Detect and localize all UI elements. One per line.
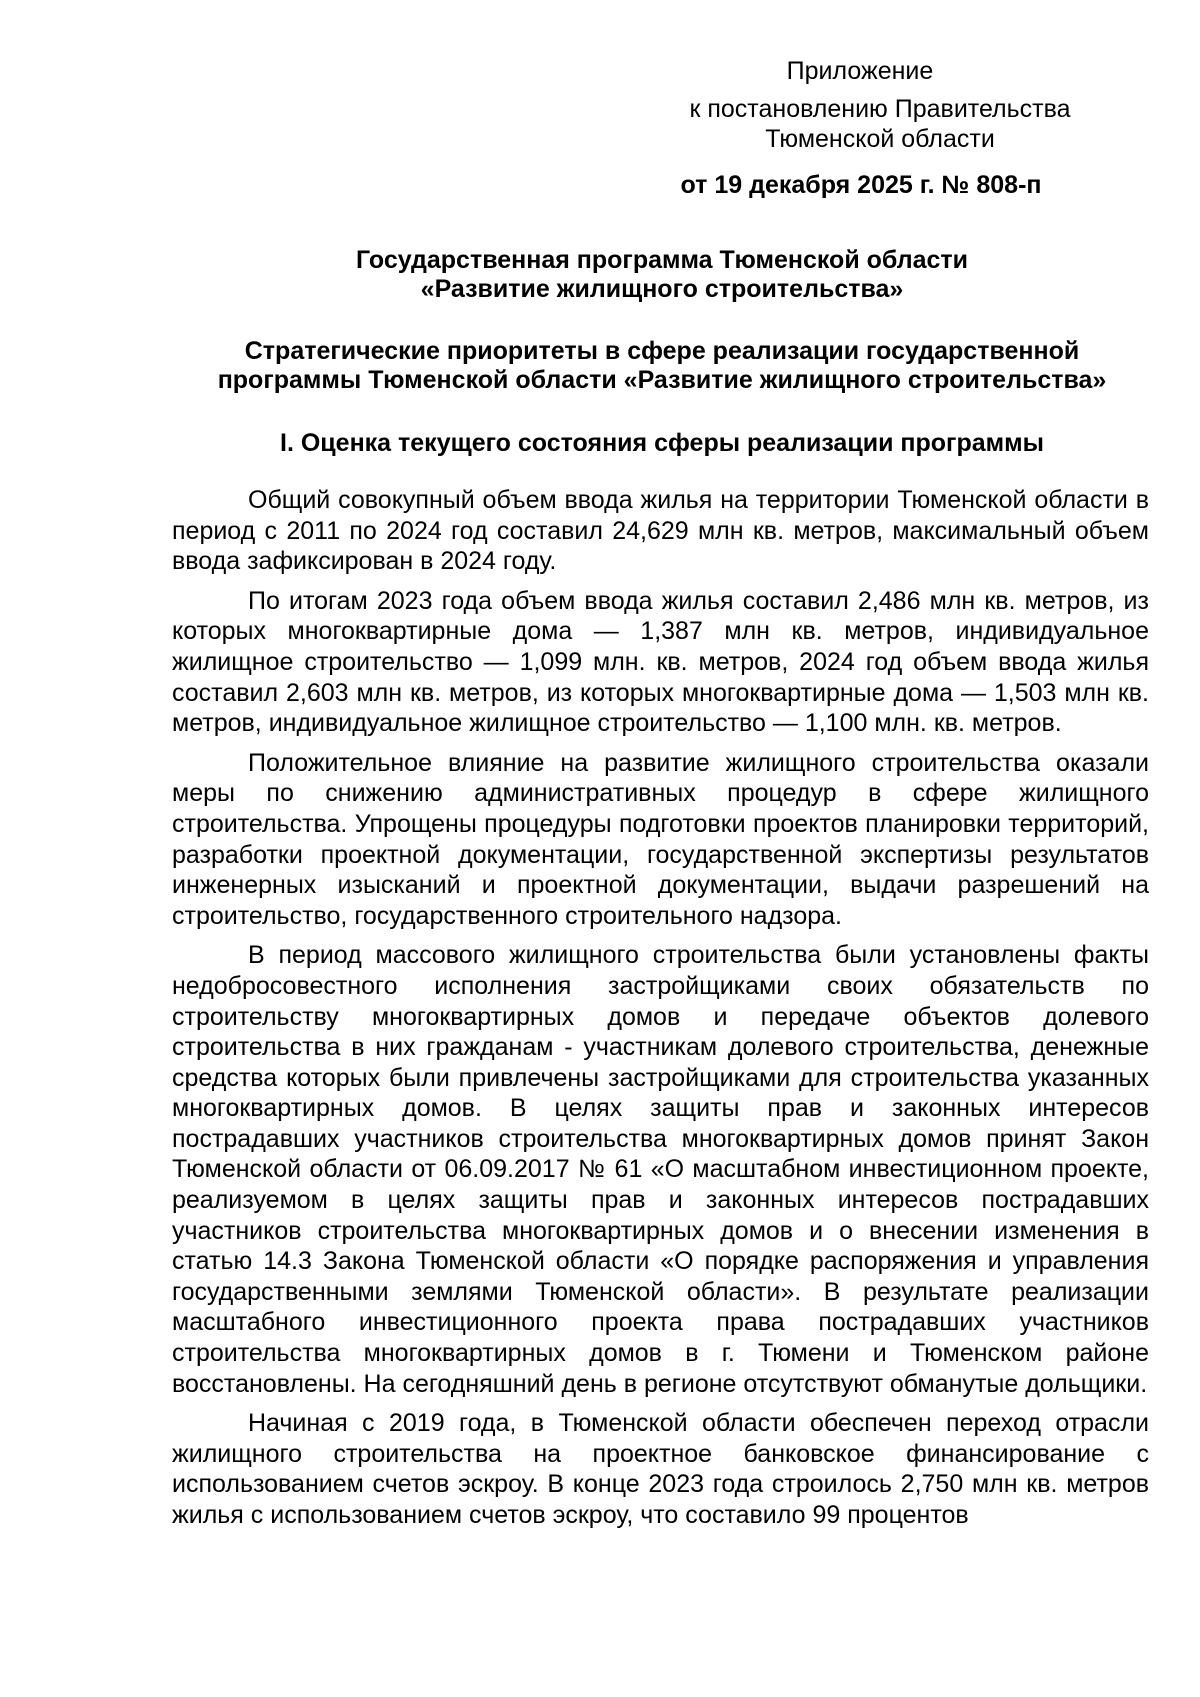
program-title-line-2: «Развитие жилищного строительства»: [420, 275, 904, 303]
priorities-title-line-1: Стратегические приоритеты в сфере реализации государственной: [244, 337, 1080, 365]
appendix-block: [650, 56, 1110, 200]
body-text: [172, 485, 1149, 1540]
appendix-resolution: к постановлению Правительства: [689, 95, 1071, 123]
program-title: [172, 246, 1152, 304]
paragraph: Начиная с 2019 года, в Тюменской области обеспечен переход отрасли жилищного строительства на проектное банковское финансирование с использованием счетов эскроу. В конце 2023 года строилось 2,750 млн кв. метров жилья с использованием счетов эскроу, что составило 99 процентов: [172, 1409, 1149, 1529]
priorities-title: [172, 337, 1152, 395]
appendix-region: Тюменской области: [765, 125, 995, 153]
paragraph: В период массового жилищного строительства были установлены факты недобросовестного исполнения застройщиками своих обязательств по строительству многоквартирных домов и передаче объектов долевого строительства в них гражданам - участникам долевого строительства, денежные средства которых были привлечены застройщиками для строительства указанных многоквартирных домов. В целях защиты прав и законных интересов пострадавших участников строительства многоквартирных домов принят Закон Тюменской области от 06.09.2017 № 61 «О масштабном инвестиционном проекте, реализуемом в целях защиты прав и законных интересов пострадавших участников строительства многоквартирных домов и о внесении изменения в статью 14.3 Закона Тюменской области «О порядке распоряжения и управления государственными землями Тюменской области». В результате реализации масштабного инвестиционного проекта права пострадавших участников строительства многоквартирных домов в г. Тюмени и Тюменском районе восстановлены. На сегодняшний день в регионе отсутствуют обманутые дольщики.: [172, 941, 1149, 1398]
paragraph: Общий совокупный объем ввода жилья на территории Тюменской области в период с 2011 по 2024 год составил 24,629 млн кв. метров, максимальный объем ввода зафиксирован в 2024 году.: [172, 486, 1149, 576]
section-title-text: I. Оценка текущего состояния сферы реализации программы: [280, 429, 1044, 457]
paragraph: Положительное влияние на развитие жилищного строительства оказали меры по снижению административных процедур в сфере жилищного строительства. Упрощены процедуры подготовки проектов планировки территорий, разработки проектной документации, государственной экспертизы результатов инженерных изысканий и проектной документации, выдачи разрешений на строительство, государственного строительного надзора.: [172, 748, 1149, 930]
appendix-date-number: от 19 декабря 2025 г. № 808-п: [680, 171, 1042, 199]
priorities-title-line-2: программы Тюменской области «Развитие жилищного строительства»: [217, 366, 1107, 394]
paragraph: По итогам 2023 года объем ввода жилья составил 2,486 млн кв. метров, из которых многоквартирные дома — 1,387 млн кв. метров, индивидуальное жилищное строительство — 1,099 млн. кв. метров, 2024 год объем ввода жилья составил 2,603 млн кв. метров, из которых многоквартирные дома — 1,503 млн кв. метров, индивидуальное жилищное строительство — 1,100 млн. кв. метров.: [172, 586, 1149, 738]
appendix-label: Приложение: [786, 57, 934, 85]
section-title: [172, 429, 1152, 458]
program-title-line-1: Государственная программа Тюменской области: [355, 246, 969, 274]
